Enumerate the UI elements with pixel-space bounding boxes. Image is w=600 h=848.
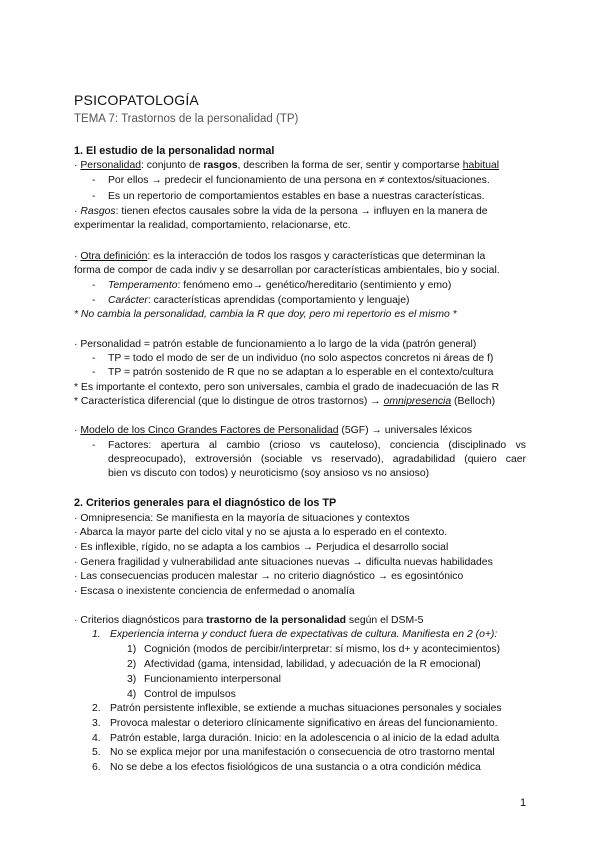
criterio-item: · Escasa o inexistente conciencia de enfermedad o anomalía — [74, 586, 355, 597]
list-item: TP = todo el modo de ser de un individuo (no solo aspectos concretos ni áreas de f) — [108, 353, 494, 364]
page-number: 1 — [520, 797, 527, 809]
dsm-criteria-intro: · Criterios diagnósticos para trastorno de la personalidad según el DSM-5 — [74, 615, 424, 626]
criterion-text: No se debe a los efectos fisiológicos de una sustancia o a otra condición médica — [110, 762, 481, 773]
list-item: Es un repertorio de comportamientos estables en base a nuestras características. — [108, 191, 485, 202]
subcriterion-text: Funcionamiento interpersonal — [144, 674, 281, 685]
dash-bullet: - — [92, 280, 96, 291]
subcriterion-number: 2) — [127, 659, 137, 670]
criterion-text: Provoca malestar o deterioro clínicamente significativo en áreas del funcionamiento. — [110, 718, 498, 729]
otra-definicion: · Otra definición: es la interacción de todos los rasgos y características que determinan la — [74, 251, 486, 262]
subcriterion-number: 4) — [127, 689, 137, 700]
personalidad-definition: · Personalidad: conjunto de rasgos, describen la forma de ser, sentir y comportarse habitual — [74, 160, 500, 171]
criterio-item: · Abarca la mayor parte del ciclo vital y no se ajusta a lo esperado en el contexto. — [74, 527, 448, 538]
list-item: Por ellos → predecir el funcionamiento de una persona en ≠ contextos/situaciones. — [108, 175, 490, 186]
criterion-number: 1. — [92, 629, 101, 640]
factores-line: bien vs discuto con todos) y neuroticismo (soy ansioso vs no ansioso) — [108, 468, 430, 479]
document-title: PSICOPATOLOGÍA — [74, 92, 199, 108]
rasgos-definition: · Rasgos: tienen efectos causales sobre la vida de la persona → influyen en la manera de — [74, 206, 488, 217]
personalidad-patron: · Personalidad = patrón estable de funcionamiento a lo largo de la vida (patrón general) — [74, 339, 477, 350]
dash-bullet: - — [92, 353, 96, 364]
subcriterion-number: 3) — [127, 674, 137, 685]
dash-bullet: - — [92, 175, 96, 186]
dash-bullet: - — [92, 367, 96, 378]
criterion-text: Experiencia interna y conduct fuera de expectativas de cultura. Manifiesta en 2 (o+): — [110, 629, 498, 640]
note: * No cambia la personalidad, cambia la R que doy, pero mi repertorio es el mismo * — [74, 309, 457, 320]
temperamento-item: Temperamento: fenómeno emo→ genético/hereditario (sentimiento y emo) — [108, 280, 452, 291]
subcriterion-text: Afectividad (gama, intensidad, labilidad, y adecuación de la R emocional) — [144, 659, 481, 670]
criterion-text: Patrón estable, larga duración. Inicio: en la adolescencia o al inicio de la edad adulta — [110, 733, 500, 744]
dash-bullet: - — [92, 295, 96, 306]
otra-definicion-cont: forma de compor de cada indiv y se desarrollan por características ambientales, bio y social. — [74, 265, 500, 276]
criterio-item: · Las consecuencias producen malestar → no criterio diagnóstico → es egosintónico — [74, 571, 464, 582]
note: * Característica diferencial (que lo distingue de otros trastornos) → omnipresencia (Belloch) — [74, 396, 496, 407]
criterion-text: No se explica mejor por una manifestación o consecuencia de otro trastorno mental — [110, 747, 495, 758]
subcriterion-number: 1) — [127, 644, 137, 655]
caracter-item: Carácter: características aprendidas (comportamiento y lenguaje) — [108, 295, 410, 306]
criterio-item: · Es inflexible, rígido, no se adapta a los cambios → Perjudica el desarrollo social — [74, 542, 449, 553]
list-item: TP = patrón sostenido de R que no se adaptan a lo esperable en el contexto/cultura — [108, 367, 494, 378]
section-2-heading: 2. Criterios generales para el diagnóstico de los TP — [74, 497, 337, 509]
criterion-text: Patrón persistente inflexible, se extiende a muchas situaciones personales y sociales — [110, 703, 502, 714]
dash-bullet: - — [92, 191, 96, 202]
criterion-number: 3. — [92, 718, 101, 729]
criterion-number: 4. — [92, 733, 101, 744]
dash-bullet: - — [92, 440, 96, 451]
subcriterion-text: Cognición (modos de percibir/interpretar: sí mismo, los d+ y acontecimientos) — [144, 644, 501, 655]
section-1-heading: 1. El estudio de la personalidad normal — [74, 145, 275, 157]
document-subtitle: TEMA 7: Trastornos de la personalidad (TP) — [74, 113, 299, 125]
subcriterion-text: Control de impulsos — [144, 689, 236, 700]
criterion-number: 5. — [92, 747, 101, 758]
note: * Es importante el contexto, pero son universales, cambia el grado de inadecuación de las R — [74, 382, 500, 393]
rasgos-definition-cont: experimentar la realidad, comportamiento, relacionarse, etc. — [74, 220, 351, 231]
criterion-number: 6. — [92, 762, 101, 773]
criterio-item: · Genera fragilidad y vulnerabilidad ante situaciones nuevas → dificulta nuevas habilidades — [74, 557, 493, 568]
criterion-number: 2. — [92, 703, 101, 714]
factores-line: Factores: apertura al cambio (crioso vs cauteloso), conciencia (disciplinado vs — [108, 440, 526, 451]
factores-line: despreocupado), extroversión (sociable vs reservado), agradabilidad (quiero caer — [108, 454, 526, 465]
modelo-5gf: · Modelo de los Cinco Grandes Factores de Personalidad (5GF) → universales léxicos — [74, 425, 472, 436]
criterio-item: · Omnipresencia: Se manifiesta en la mayoría de situaciones y contextos — [74, 513, 410, 524]
